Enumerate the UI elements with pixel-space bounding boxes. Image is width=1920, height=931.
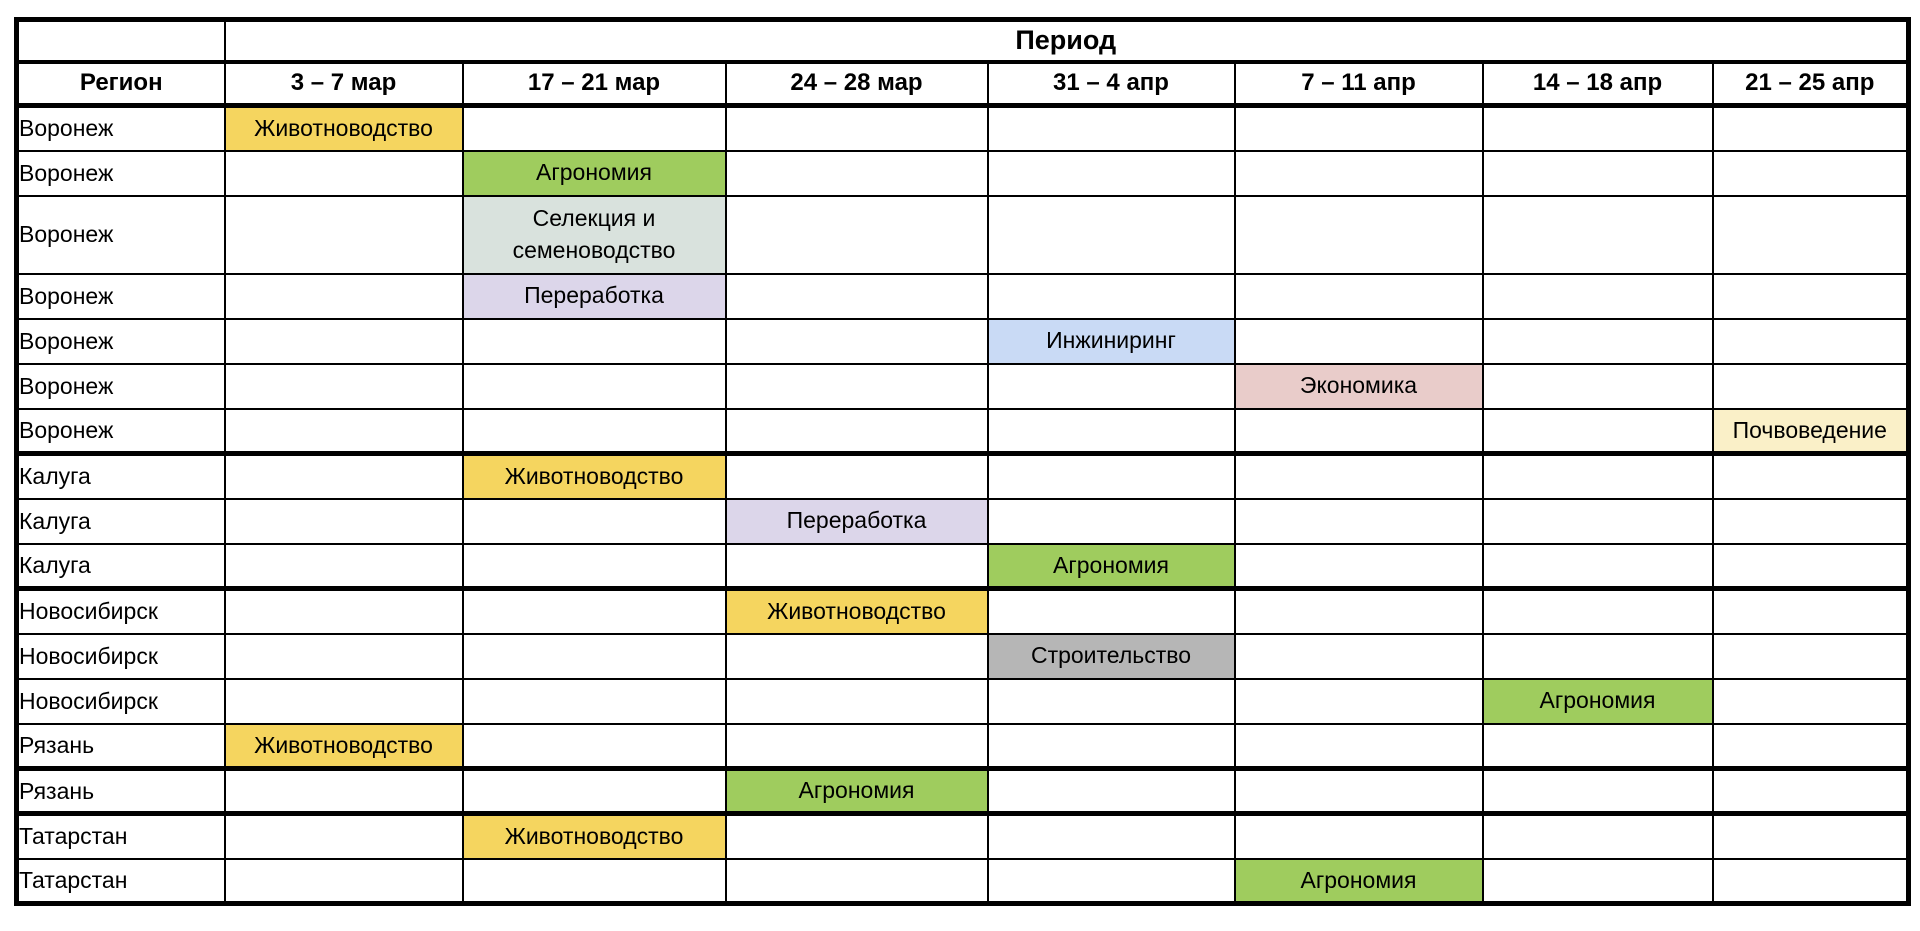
empty-cell <box>1235 454 1483 499</box>
empty-cell <box>1235 544 1483 589</box>
empty-cell <box>1483 589 1713 634</box>
event-cell: Почвоведение <box>1713 409 1909 454</box>
empty-cell <box>1235 499 1483 544</box>
empty-cell <box>463 769 726 814</box>
event-cell: Агрономия <box>463 151 726 196</box>
column-header-row <box>17 62 1909 106</box>
empty-cell <box>726 364 988 409</box>
empty-cell <box>1483 274 1713 319</box>
empty-cell <box>1483 724 1713 769</box>
empty-cell <box>463 634 726 679</box>
schedule-row <box>17 499 1909 544</box>
empty-cell <box>225 589 463 634</box>
schedule-row <box>17 769 1909 814</box>
empty-cell <box>225 319 463 364</box>
empty-cell <box>1483 196 1713 274</box>
empty-cell <box>988 364 1235 409</box>
empty-cell <box>726 679 988 724</box>
empty-cell <box>1235 196 1483 274</box>
empty-cell <box>988 724 1235 769</box>
empty-cell <box>988 859 1235 904</box>
schedule-row <box>17 859 1909 904</box>
empty-cell <box>988 151 1235 196</box>
empty-cell <box>1235 409 1483 454</box>
empty-cell <box>988 499 1235 544</box>
empty-cell <box>726 196 988 274</box>
empty-cell <box>1483 544 1713 589</box>
empty-cell <box>726 106 988 151</box>
empty-cell <box>225 454 463 499</box>
schedule-row <box>17 454 1909 499</box>
empty-cell <box>1713 589 1909 634</box>
empty-cell <box>225 544 463 589</box>
empty-cell <box>726 634 988 679</box>
empty-cell <box>1483 634 1713 679</box>
region-cell: Воронеж <box>17 274 225 319</box>
empty-cell <box>225 409 463 454</box>
empty-cell <box>1235 274 1483 319</box>
event-cell: Агрономия <box>988 544 1235 589</box>
empty-cell <box>1235 724 1483 769</box>
schedule-row <box>17 724 1909 769</box>
region-cell: Рязань <box>17 769 225 814</box>
region-cell: Воронеж <box>17 196 225 274</box>
empty-cell <box>1483 106 1713 151</box>
empty-cell <box>726 151 988 196</box>
event-cell: Агрономия <box>1235 859 1483 904</box>
region-cell: Татарстан <box>17 859 225 904</box>
empty-cell <box>1713 634 1909 679</box>
period-column-header: 14 – 18 апр <box>1483 62 1713 106</box>
empty-cell <box>225 769 463 814</box>
empty-cell <box>225 364 463 409</box>
empty-cell <box>1235 589 1483 634</box>
event-cell: Переработка <box>463 274 726 319</box>
empty-cell <box>1713 274 1909 319</box>
empty-cell <box>225 634 463 679</box>
empty-cell <box>1713 859 1909 904</box>
event-cell: Экономика <box>1235 364 1483 409</box>
region-cell: Калуга <box>17 499 225 544</box>
empty-cell <box>1713 196 1909 274</box>
schedule-row <box>17 679 1909 724</box>
period-column-header: 3 – 7 мар <box>225 62 463 106</box>
period-column-header: 21 – 25 апр <box>1713 62 1909 106</box>
region-cell: Калуга <box>17 544 225 589</box>
empty-cell <box>225 274 463 319</box>
period-column-header: 31 – 4 апр <box>988 62 1235 106</box>
empty-cell <box>1713 679 1909 724</box>
event-cell: Животноводство <box>463 454 726 499</box>
schedule-row <box>17 106 1909 151</box>
empty-cell <box>463 499 726 544</box>
empty-cell <box>726 409 988 454</box>
period-column-header: 17 – 21 мар <box>463 62 726 106</box>
event-cell: Инжиниринг <box>988 319 1235 364</box>
empty-cell <box>1235 679 1483 724</box>
empty-cell <box>1483 814 1713 859</box>
period-header-row <box>17 20 1909 62</box>
empty-cell <box>225 814 463 859</box>
empty-cell <box>463 859 726 904</box>
empty-cell <box>726 859 988 904</box>
empty-cell <box>988 769 1235 814</box>
empty-cell <box>1713 106 1909 151</box>
region-cell: Рязань <box>17 724 225 769</box>
empty-cell <box>225 499 463 544</box>
empty-cell <box>1483 454 1713 499</box>
schedule-table <box>14 17 1911 906</box>
corner-cell <box>17 20 225 62</box>
empty-cell <box>988 196 1235 274</box>
empty-cell <box>463 724 726 769</box>
event-cell: Селекция и семеноводство <box>463 196 726 274</box>
empty-cell <box>463 679 726 724</box>
empty-cell <box>726 544 988 589</box>
empty-cell <box>1483 151 1713 196</box>
empty-cell <box>1713 814 1909 859</box>
empty-cell <box>463 589 726 634</box>
region-header: Регион <box>17 62 225 106</box>
empty-cell <box>463 319 726 364</box>
schedule-row <box>17 319 1909 364</box>
empty-cell <box>1483 319 1713 364</box>
period-header: Период <box>225 20 1909 62</box>
empty-cell <box>225 196 463 274</box>
empty-cell <box>1483 364 1713 409</box>
schedule-row <box>17 634 1909 679</box>
empty-cell <box>1235 319 1483 364</box>
period-column-header: 24 – 28 мар <box>726 62 988 106</box>
empty-cell <box>463 106 726 151</box>
region-cell: Калуга <box>17 454 225 499</box>
schedule-row <box>17 814 1909 859</box>
empty-cell <box>988 106 1235 151</box>
region-cell: Воронеж <box>17 364 225 409</box>
empty-cell <box>1235 634 1483 679</box>
region-cell: Воронеж <box>17 319 225 364</box>
empty-cell <box>1713 454 1909 499</box>
event-cell: Агрономия <box>726 769 988 814</box>
empty-cell <box>988 679 1235 724</box>
event-cell: Животноводство <box>225 724 463 769</box>
region-cell: Воронеж <box>17 106 225 151</box>
event-cell: Переработка <box>726 499 988 544</box>
event-cell: Строительство <box>988 634 1235 679</box>
empty-cell <box>225 859 463 904</box>
region-cell: Новосибирск <box>17 589 225 634</box>
empty-cell <box>1235 769 1483 814</box>
schedule-row <box>17 274 1909 319</box>
empty-cell <box>463 409 726 454</box>
empty-cell <box>726 319 988 364</box>
region-cell: Воронеж <box>17 409 225 454</box>
empty-cell <box>1713 769 1909 814</box>
empty-cell <box>988 274 1235 319</box>
empty-cell <box>1235 814 1483 859</box>
event-cell: Агрономия <box>1483 679 1713 724</box>
empty-cell <box>726 274 988 319</box>
event-cell: Животноводство <box>463 814 726 859</box>
empty-cell <box>1713 319 1909 364</box>
event-cell: Животноводство <box>225 106 463 151</box>
region-cell: Новосибирск <box>17 679 225 724</box>
empty-cell <box>1483 499 1713 544</box>
schedule-row <box>17 196 1909 274</box>
schedule-row <box>17 544 1909 589</box>
empty-cell <box>1483 409 1713 454</box>
empty-cell <box>1713 724 1909 769</box>
event-cell: Животноводство <box>726 589 988 634</box>
schedule-row <box>17 151 1909 196</box>
empty-cell <box>988 814 1235 859</box>
region-cell: Воронеж <box>17 151 225 196</box>
empty-cell <box>988 409 1235 454</box>
empty-cell <box>1483 859 1713 904</box>
empty-cell <box>726 724 988 769</box>
empty-cell <box>225 679 463 724</box>
schedule-row <box>17 364 1909 409</box>
region-cell: Татарстан <box>17 814 225 859</box>
empty-cell <box>463 544 726 589</box>
schedule-row <box>17 409 1909 454</box>
empty-cell <box>726 454 988 499</box>
empty-cell <box>463 364 726 409</box>
empty-cell <box>1713 151 1909 196</box>
schedule-row <box>17 589 1909 634</box>
empty-cell <box>988 589 1235 634</box>
period-column-header: 7 – 11 апр <box>1235 62 1483 106</box>
empty-cell <box>1713 364 1909 409</box>
empty-cell <box>988 454 1235 499</box>
region-cell: Новосибирск <box>17 634 225 679</box>
empty-cell <box>1713 499 1909 544</box>
empty-cell <box>1483 769 1713 814</box>
empty-cell <box>1713 544 1909 589</box>
empty-cell <box>1235 151 1483 196</box>
empty-cell <box>726 814 988 859</box>
empty-cell <box>225 151 463 196</box>
empty-cell <box>1235 106 1483 151</box>
